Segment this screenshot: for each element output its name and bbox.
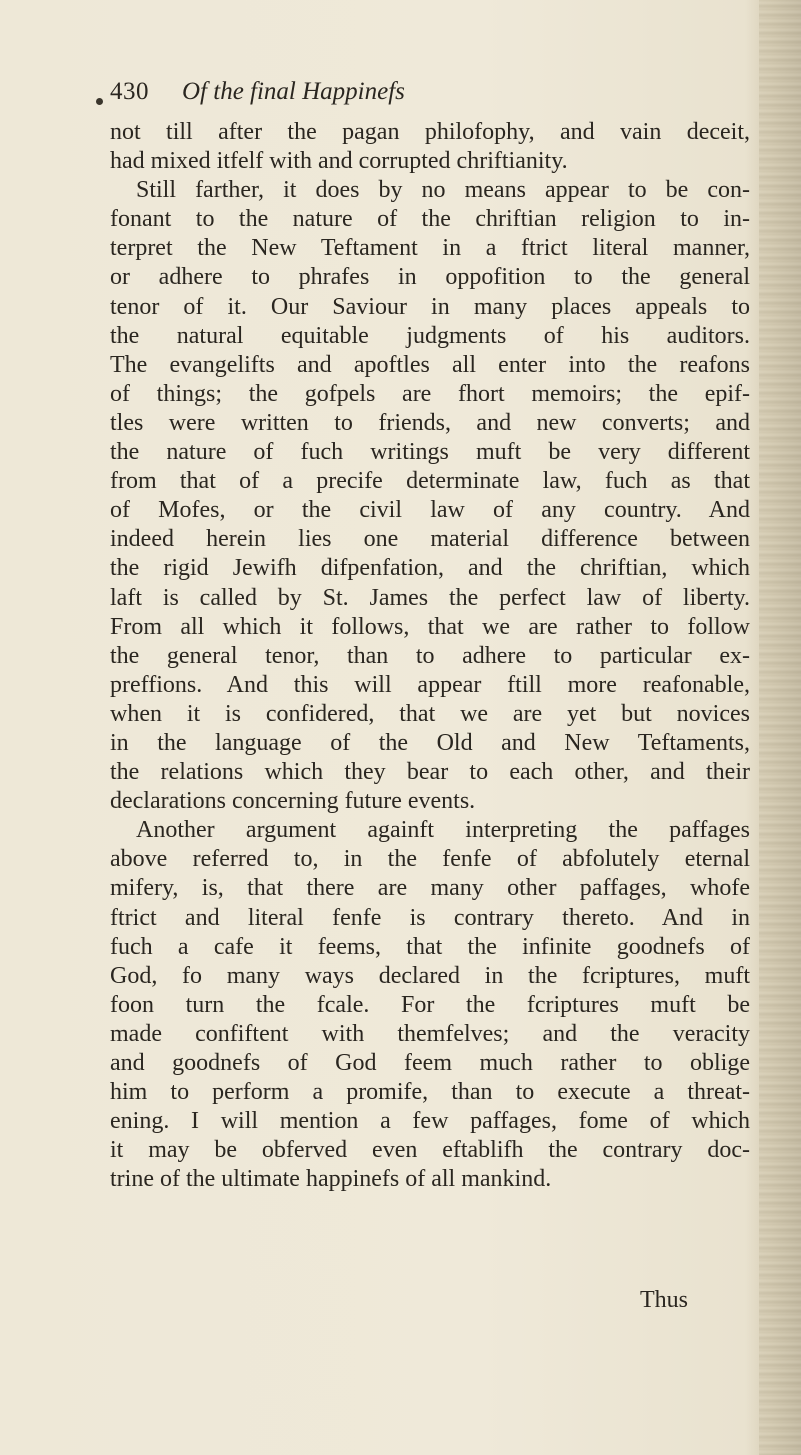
text-line: trine of the ultimate happinefs of all mankind. — [110, 1166, 552, 1193]
text-line: the rigid Jewifh difpenfation, and the chriftian, which — [110, 555, 750, 582]
text-line: The evangelifts and apoftles all enter into the reafons — [110, 351, 750, 378]
text-line: laft is called by St. James the perfect law of liberty. — [110, 584, 750, 611]
text-line: the nature of fuch writings muft be very different — [110, 439, 750, 466]
text-line: it may be obferved even eftablifh the contrary doc- — [110, 1137, 750, 1164]
text-line: Another argument againft interpreting the paffages — [136, 817, 750, 844]
text-line: above referred to, in the fenfe of abfolutely eternal — [110, 846, 750, 873]
text-line: preffions. And this will appear ftill more reafonable, — [110, 671, 750, 698]
text-line: terpret the New Teftament in a ftrict literal manner, — [110, 235, 750, 262]
text-line: the general tenor, than to adhere to particular ex- — [110, 642, 750, 669]
text-line: the natural equitable judgments of his auditors. — [110, 322, 750, 349]
text-line: ening. I will mention a few paffages, fome of which — [110, 1108, 750, 1135]
text-line: of Mofes, or the civil law of any country. And — [110, 497, 750, 524]
text-line: Still farther, it does by no means appear to be con- — [136, 177, 750, 204]
page-edge — [759, 0, 801, 1455]
catchword: Thus — [640, 1287, 688, 1313]
page-number: 430 — [110, 78, 149, 105]
text-line: of things; the gofpels are fhort memoirs; the epif- — [110, 380, 750, 407]
text-line: fonant to the nature of the chriftian religion to in- — [110, 206, 750, 233]
body-text — [110, 118, 750, 1194]
text-line: tenor of it. Our Saviour in many places appeals to — [110, 293, 750, 320]
text-line: foon turn the fcale. For the fcriptures muft be — [110, 991, 750, 1018]
text-line: him to perform a promife, than to execute a threat- — [110, 1079, 750, 1106]
text-line: or adhere to phrafes in oppofition to the general — [110, 264, 750, 291]
text-line: the relations which they bear to each other, and their — [110, 759, 750, 786]
running-head: Of the final Happinefs — [182, 78, 405, 105]
text-line: and goodnefs of God feem much rather to oblige — [110, 1050, 750, 1076]
text-line: mifery, is, that there are many other paffages, whofe — [110, 875, 750, 902]
text-line: from that of a precife determinate law, fuch as that — [110, 468, 750, 495]
text-line: tles were written to friends, and new converts; and — [110, 409, 750, 436]
text-line: fuch a cafe it feems, that the infinite goodnefs of — [110, 933, 750, 960]
text-line: in the language of the Old and New Teftaments, — [110, 729, 750, 756]
text-line: ftrict and literal fenfe is contrary thereto. And in — [110, 904, 750, 931]
text-line: made confiftent with themfelves; and the veracity — [110, 1020, 750, 1047]
ink-dot — [96, 98, 103, 105]
text-line: had mixed itfelf with and corrupted chriftianity. — [110, 148, 568, 175]
text-line: declarations concerning future events. — [110, 788, 476, 815]
page-header — [110, 78, 730, 118]
text-line: not till after the pagan philofophy, and vain deceit, — [110, 119, 750, 145]
text-line: when it is confidered, that we are yet but novices — [110, 700, 750, 727]
text-line: God, fo many ways declared in the fcriptures, muft — [110, 962, 750, 989]
text-line: indeed herein lies one material difference between — [110, 526, 750, 553]
text-line: From all which it follows, that we are rather to follow — [110, 613, 750, 640]
